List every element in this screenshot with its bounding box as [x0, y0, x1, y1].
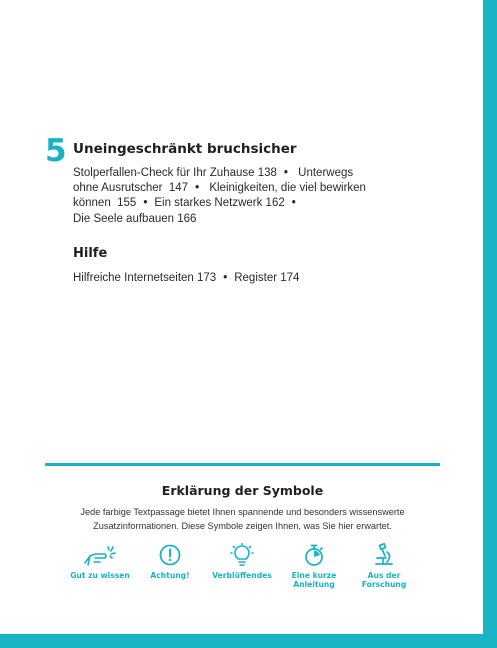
symbol-label: Eine kurze Anleitung	[291, 571, 337, 589]
microscope-icon	[372, 543, 396, 567]
entry-separator: •	[283, 167, 288, 179]
toc-entry[interactable]: Hilfreiche Internetseiten 173	[73, 272, 217, 284]
symbol-aus-der-forschung	[346, 543, 422, 589]
entry-separator: •	[291, 197, 296, 210]
legend-description-line: Zusatzinformationen. Diese Symbole zeigen Ihnen, was Sie hier erwartet.	[93, 521, 392, 531]
pointing-hand-icon	[82, 543, 118, 567]
chapter-title: Uneingeschränkt bruchsicher	[73, 141, 297, 157]
lightbulb-icon	[229, 543, 255, 567]
symbol-achtung	[132, 543, 208, 580]
toc-entry[interactable]: Register 174	[234, 272, 300, 284]
bottom-frame-border	[0, 634, 497, 648]
legend-description-line: Jede farbige Textpassage bietet Ihnen spannende und besonders wissenswerte	[80, 507, 405, 517]
entry-separator: •	[195, 182, 200, 195]
symbol-label: Achtung!	[150, 571, 190, 580]
exclamation-circle-icon	[158, 543, 182, 567]
help-section	[73, 246, 433, 286]
symbol-label: Aus der Forschung	[361, 571, 407, 589]
toc-entry[interactable]: Ein starkes Netzwerk 162	[154, 197, 285, 210]
entry-separator: •	[143, 197, 148, 210]
entry-separator: •	[223, 272, 228, 284]
right-frame-border	[483, 0, 497, 648]
symbol-label: Verblüffendes	[212, 571, 272, 580]
section-divider	[45, 463, 440, 466]
chapter-entries: Stolperfallen-Check für Ihr Zuhause 138 • Unterwegs ohne Ausrutscher 147 • Kleinigkeiten, die viel bewirken können 155 • Ein starkes Netzwerk 162 • Die Seele aufbauen 166	[73, 167, 366, 225]
help-entries	[73, 271, 433, 286]
chapter-number: 5	[45, 133, 67, 169]
toc-entry[interactable]: Die Seele aufbauen 166	[73, 212, 197, 225]
symbol-gut-zu-wissen	[62, 543, 138, 580]
legend-description	[60, 505, 425, 533]
toc-entry[interactable]: Stolperfallen-Check für Ihr Zuhause 138	[73, 167, 277, 179]
help-title: Hilfe	[73, 246, 108, 261]
symbol-verblueffendes	[204, 543, 280, 580]
symbol-legend	[62, 543, 422, 599]
legend-title: Erklärung der Symbole	[161, 483, 324, 498]
symbol-eine-kurze-anleitung	[276, 543, 352, 589]
stopwatch-icon	[302, 543, 326, 567]
symbol-label: Gut zu wissen	[70, 571, 130, 580]
